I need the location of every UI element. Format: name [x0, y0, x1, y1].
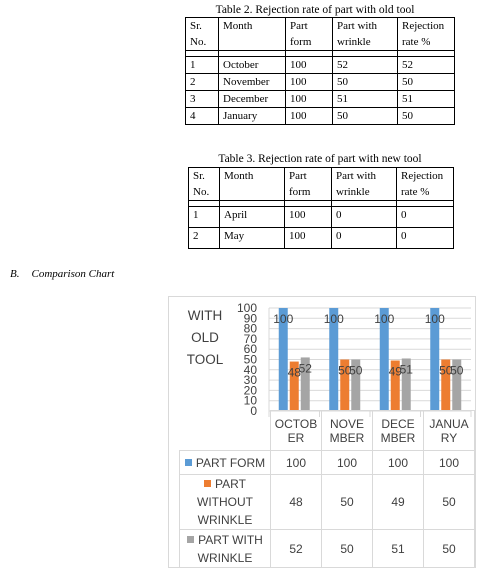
- y-tick-label: 60: [243, 342, 257, 357]
- category-label: OCTOB ER: [271, 411, 322, 451]
- data-label: 50: [338, 363, 352, 378]
- legend-swatch: [185, 459, 192, 466]
- comparison-chart: [168, 296, 476, 568]
- table-row: 1 October 100 52 52: [186, 57, 455, 74]
- table2-caption: Table 2. Rejection rate of part with old tool: [215, 4, 415, 16]
- legend-entry: PART FORM: [180, 451, 271, 475]
- data-label: 50: [349, 363, 363, 378]
- table-value: 50: [322, 475, 373, 530]
- chart-plot-area: [169, 297, 475, 417]
- chart-data-table: [179, 410, 475, 568]
- header-cell: Sr. No.: [186, 18, 219, 51]
- header-cell: Month: [220, 168, 285, 201]
- category-row: [180, 411, 475, 451]
- data-label: 51: [399, 362, 413, 377]
- table-value: 100: [424, 451, 475, 475]
- category-label: NOVE MBER: [322, 411, 373, 451]
- header-cell: Part form: [286, 18, 333, 51]
- data-label: 100: [273, 312, 294, 326]
- table-header-row: [186, 18, 455, 51]
- table-value: 52: [271, 530, 322, 568]
- table-row: 4 January 100 50 50: [186, 108, 455, 125]
- y-tick-label: 100: [236, 301, 257, 315]
- table-value: 100: [271, 451, 322, 475]
- header-cell: Part form: [285, 168, 332, 201]
- table-row: 3 December 100 51 51: [186, 91, 455, 108]
- series-row: [180, 451, 475, 475]
- legend-swatch: [204, 480, 211, 487]
- table-value: 51: [373, 530, 424, 568]
- table-value: 50: [322, 530, 373, 568]
- table-row: 2 November 100 50 50: [186, 74, 455, 91]
- y-tick-label: 50: [243, 352, 257, 367]
- table-value: 49: [373, 475, 424, 530]
- category-label: DECE MBER: [373, 411, 424, 451]
- header-cell: Part with wrinkle: [332, 168, 397, 201]
- data-label: 50: [439, 363, 453, 378]
- data-label: 49: [388, 364, 402, 379]
- table-value: 50: [424, 475, 475, 530]
- chart-title-line: WITH: [187, 308, 223, 323]
- table-value: 48: [271, 475, 322, 530]
- section-title: Comparison Chart: [31, 268, 115, 280]
- table-row: 1 April 100 0 0: [189, 207, 454, 228]
- y-tick-label: 80: [243, 321, 257, 336]
- y-tick-label: 40: [243, 362, 257, 377]
- y-tick-label: 30: [243, 373, 257, 388]
- table2: [185, 17, 455, 125]
- y-tick-label: 10: [243, 393, 257, 408]
- data-label: 100: [323, 312, 344, 326]
- data-label: 100: [374, 312, 395, 326]
- corner-cell: [180, 411, 271, 451]
- legend-entry: PART WITH WRINKLE: [180, 530, 271, 568]
- chart-title-line: OLD: [191, 330, 219, 345]
- y-tick-label: 90: [243, 311, 257, 326]
- legend-swatch: [187, 536, 194, 543]
- table-value: 100: [322, 451, 373, 475]
- y-tick-label: 0: [250, 404, 257, 417]
- table3: [188, 167, 454, 249]
- category-label: JANUA RY: [424, 411, 475, 451]
- chart-title-line: TOOL: [186, 352, 224, 367]
- header-cell: Part with wrinkle: [333, 18, 398, 51]
- table-value: 50: [424, 530, 475, 568]
- table-header-row: [189, 168, 454, 201]
- header-cell: Month: [219, 18, 286, 51]
- section-number: B.: [10, 268, 20, 280]
- data-label: 52: [298, 361, 312, 376]
- header-cell: Sr. No.: [189, 168, 220, 201]
- y-tick-label: 20: [243, 383, 257, 398]
- section-heading: [10, 268, 114, 280]
- data-label: 50: [450, 363, 464, 378]
- header-cell: Rejection rate %: [397, 168, 454, 201]
- data-label: 100: [424, 312, 445, 326]
- y-tick-label: 70: [243, 331, 257, 346]
- data-label: 48: [287, 365, 301, 380]
- table-row: 2 May 100 0 0: [189, 228, 454, 249]
- series-row: [180, 530, 475, 568]
- legend-entry: PART WITHOUT WRINKLE: [180, 475, 271, 530]
- header-cell: Rejection rate %: [398, 18, 455, 51]
- table3-caption: Table 3. Rejection rate of part with new tool: [218, 153, 422, 165]
- series-row: [180, 475, 475, 530]
- table-value: 100: [373, 451, 424, 475]
